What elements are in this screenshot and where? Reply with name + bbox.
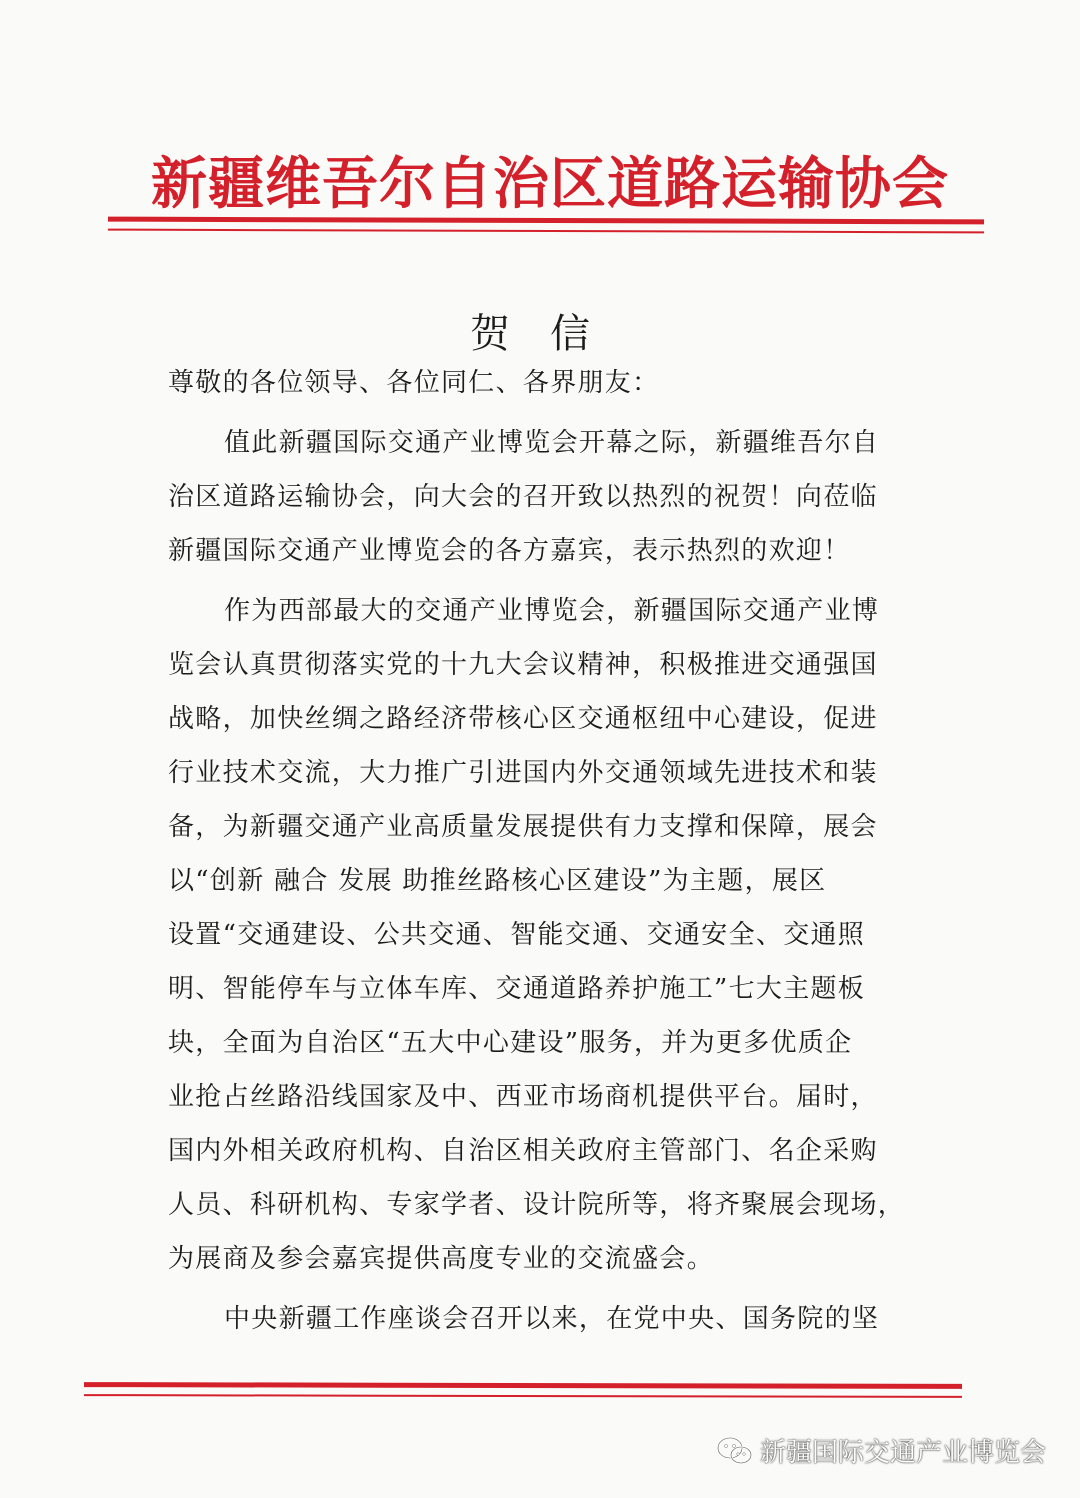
paragraph-line: 设置“交通建设、公共交通、智能交通、交通安全、交通照 xyxy=(168,920,866,950)
footer-rule-thin xyxy=(84,1394,962,1398)
paragraph-line: 备，为新疆交通产业高质量发展提供有力支撑和保障，展会 xyxy=(168,812,878,842)
footer-rule-thick xyxy=(84,1382,962,1389)
paragraph-line: 行业技术交流，大力推广引进国内外交通领域先进技术和装 xyxy=(168,758,878,788)
paragraph-line: 新疆国际交通产业博览会的各方嘉宾，表示热烈的欢迎！ xyxy=(168,536,851,566)
paragraph-line: 以“创新 融合 发展 助推丝路核心区建设”为主题，展区 xyxy=(168,866,827,896)
paragraph-line: 治区道路运输协会，向大会的召开致以热烈的祝贺！向莅临 xyxy=(168,482,878,512)
letterhead-title: 新疆维吾尔自治区道路运输协会 xyxy=(151,151,949,217)
paragraph-line: 块，全面为自治区“五大中心建设”服务，并为更多优质企 xyxy=(168,1028,853,1058)
paragraph-2 xyxy=(168,584,910,1286)
paragraph-1 xyxy=(168,416,910,578)
salutation: 尊敬的各位领导、各位同仁、各界朋友： xyxy=(168,368,660,398)
paragraph-line: 为展商及参会嘉宾提供高度专业的交流盛会。 xyxy=(168,1244,715,1274)
wechat-icon xyxy=(716,1435,754,1467)
watermark xyxy=(716,1432,1046,1469)
paragraph-line: 战略，加快丝绸之路经济带核心区交通枢纽中心建设，促进 xyxy=(168,704,878,734)
paragraph-line: 国内外相关政府机构、自治区相关政府主管部门、名企采购 xyxy=(168,1136,878,1166)
paragraph-line: 览会认真贯彻落实党的十九大会议精神，积极推进交通强国 xyxy=(168,650,878,680)
paragraph-line: 人员、科研机构、专家学者、设计院所等，将齐聚展会现场， xyxy=(168,1190,906,1220)
paragraph-line: 作为西部最大的交通产业博览会，新疆国际交通产业博 xyxy=(224,596,880,626)
letterhead-rule-thin xyxy=(108,229,984,234)
letter-heading: 贺信 xyxy=(470,311,630,357)
paragraph-line: 明、智能停车与立体车库、交通道路养护施工”七大主题板 xyxy=(168,974,866,1004)
letter-body xyxy=(168,416,910,1352)
watermark-account-name: 新疆国际交通产业博览会 xyxy=(759,1438,1046,1468)
paragraph-line: 业抢占丝路沿线国家及中、西亚市场商机提供平台。届时， xyxy=(168,1082,878,1112)
paragraph-line: 值此新疆国际交通产业博览会开幕之际，新疆维吾尔自 xyxy=(224,428,880,458)
paragraph-3 xyxy=(168,1292,910,1346)
paragraph-line: 中央新疆工作座谈会召开以来，在党中央、国务院的坚 xyxy=(224,1304,880,1334)
